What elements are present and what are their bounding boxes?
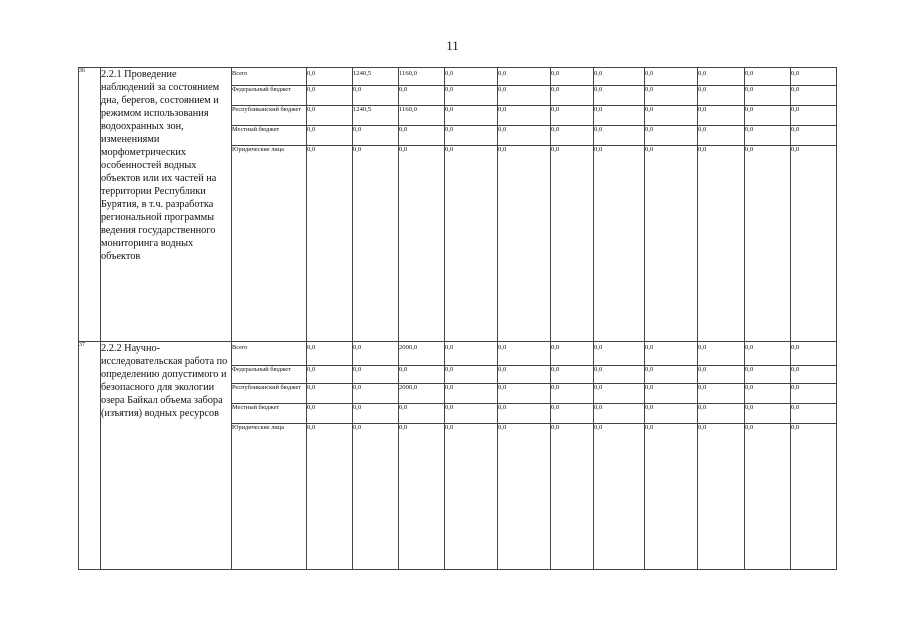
amount-cell: 0,0 — [551, 106, 594, 126]
amount-cell: 0,0 — [445, 68, 498, 86]
amount-cell: 0,0 — [445, 366, 498, 384]
amount-cell: 0,0 — [353, 384, 399, 404]
amount-cell: 0,0 — [791, 86, 837, 106]
amount-cell: 0,0 — [551, 366, 594, 384]
amount-cell: 0,0 — [745, 126, 791, 146]
amount-cell: 0,0 — [307, 366, 353, 384]
amount-cell: 0,0 — [498, 86, 551, 106]
amount-cell: 0,0 — [698, 86, 745, 106]
amount-cell: 0,0 — [307, 342, 353, 366]
amount-cell: 0,0 — [551, 68, 594, 86]
amount-cell: 0,0 — [498, 126, 551, 146]
amount-cell: 0,0 — [498, 106, 551, 126]
amount-cell: 0,0 — [498, 146, 551, 342]
amount-cell: 0,0 — [745, 404, 791, 424]
amount-cell: 0,0 — [594, 106, 645, 126]
amount-cell: 0,0 — [645, 126, 698, 146]
amount-cell: 0,0 — [307, 146, 353, 342]
amount-cell: 0,0 — [445, 126, 498, 146]
amount-cell: 0,0 — [307, 384, 353, 404]
amount-cell: 0,0 — [745, 86, 791, 106]
amount-cell: 0,0 — [498, 384, 551, 404]
amount-cell: 0,0 — [745, 342, 791, 366]
funding-source: Юридические лица — [232, 424, 307, 570]
amount-cell: 0,0 — [353, 366, 399, 384]
amount-cell: 0,0 — [307, 86, 353, 106]
amount-cell: 0,0 — [645, 366, 698, 384]
amount-cell: 0,0 — [698, 146, 745, 342]
amount-cell: 0,0 — [551, 146, 594, 342]
amount-cell: 0,0 — [645, 342, 698, 366]
amount-cell: 0,0 — [399, 424, 445, 570]
amount-cell: 0,0 — [698, 384, 745, 404]
funding-source: Федеральный бюджет — [232, 366, 307, 384]
amount-cell: 0,0 — [551, 404, 594, 424]
amount-cell: 0,0 — [645, 424, 698, 570]
amount-cell: 0,0 — [399, 366, 445, 384]
amount-cell: 0,0 — [594, 366, 645, 384]
row-number: 37 — [79, 342, 101, 570]
amount-cell: 0,0 — [698, 68, 745, 86]
amount-cell: 0,0 — [594, 424, 645, 570]
funding-source: Всего — [232, 342, 307, 366]
amount-cell: 0,0 — [353, 424, 399, 570]
amount-cell: 0,0 — [745, 366, 791, 384]
amount-cell: 0,0 — [698, 126, 745, 146]
amount-cell: 0,0 — [791, 366, 837, 384]
amount-cell: 0,0 — [791, 126, 837, 146]
amount-cell: 0,0 — [594, 404, 645, 424]
amount-cell: 0,0 — [307, 126, 353, 146]
amount-cell: 0,0 — [498, 366, 551, 384]
funding-source: Республиканский бюджет — [232, 106, 307, 126]
amount-cell: 0,0 — [445, 86, 498, 106]
amount-cell: 0,0 — [445, 106, 498, 126]
amount-cell: 0,0 — [698, 404, 745, 424]
amount-cell: 0,0 — [353, 404, 399, 424]
amount-cell: 0,0 — [551, 424, 594, 570]
amount-cell: 0,0 — [645, 384, 698, 404]
amount-cell: 0,0 — [353, 86, 399, 106]
amount-cell: 1240,5 — [353, 68, 399, 86]
amount-cell: 0,0 — [399, 404, 445, 424]
amount-cell: 0,0 — [745, 424, 791, 570]
amount-cell: 0,0 — [791, 424, 837, 570]
budget-table — [78, 67, 837, 570]
amount-cell: 0,0 — [498, 424, 551, 570]
amount-cell: 2000,0 — [399, 342, 445, 366]
amount-cell: 0,0 — [307, 404, 353, 424]
amount-cell: 0,0 — [445, 384, 498, 404]
amount-cell: 0,0 — [498, 404, 551, 424]
amount-cell: 0,0 — [594, 146, 645, 342]
amount-cell: 0,0 — [551, 126, 594, 146]
amount-cell: 0,0 — [353, 342, 399, 366]
amount-cell: 0,0 — [645, 146, 698, 342]
amount-cell: 0,0 — [698, 342, 745, 366]
amount-cell: 0,0 — [645, 404, 698, 424]
amount-cell: 0,0 — [698, 106, 745, 126]
amount-cell: 0,0 — [445, 342, 498, 366]
funding-source: Местный бюджет — [232, 404, 307, 424]
amount-cell: 0,0 — [745, 146, 791, 342]
amount-cell: 0,0 — [791, 146, 837, 342]
amount-cell: 0,0 — [551, 384, 594, 404]
amount-cell: 0,0 — [445, 404, 498, 424]
amount-cell: 0,0 — [307, 424, 353, 570]
amount-cell: 0,0 — [594, 86, 645, 106]
amount-cell: 0,0 — [791, 106, 837, 126]
amount-cell: 0,0 — [307, 68, 353, 86]
amount-cell: 0,0 — [551, 342, 594, 366]
amount-cell: 0,0 — [645, 68, 698, 86]
amount-cell: 0,0 — [498, 68, 551, 86]
amount-cell: 0,0 — [399, 126, 445, 146]
amount-cell: 0,0 — [551, 86, 594, 106]
table-row — [79, 68, 837, 86]
amount-cell: 0,0 — [791, 342, 837, 366]
page-number: 11 — [446, 38, 459, 53]
amount-cell: 0,0 — [307, 106, 353, 126]
amount-cell: 0,0 — [594, 68, 645, 86]
amount-cell: 1240,5 — [353, 106, 399, 126]
funding-source: Юридические лица — [232, 146, 307, 342]
activity-name: 2.2.1 Проведение наблюдений за состоянием дна, берегов, состоянием и режимом использования водоохранных зон, изменениями морфометрических особенностей водных объектов или их частей на территории Республики Бурятия, в т.ч. разработка региональной программы ведения государственного мониторинга водных объектов — [101, 68, 232, 342]
amount-cell: 0,0 — [698, 424, 745, 570]
amount-cell: 0,0 — [645, 106, 698, 126]
amount-cell: 1160,0 — [399, 68, 445, 86]
amount-cell: 0,0 — [353, 126, 399, 146]
amount-cell: 0,0 — [791, 68, 837, 86]
amount-cell: 0,0 — [698, 366, 745, 384]
table-row — [79, 342, 837, 366]
amount-cell: 0,0 — [791, 404, 837, 424]
amount-cell: 0,0 — [745, 384, 791, 404]
amount-cell: 0,0 — [445, 146, 498, 342]
amount-cell: 0,0 — [594, 126, 645, 146]
amount-cell: 1160,0 — [399, 106, 445, 126]
amount-cell: 0,0 — [353, 146, 399, 342]
amount-cell: 0,0 — [594, 384, 645, 404]
amount-cell: 0,0 — [399, 146, 445, 342]
funding-source: Республиканский бюджет — [232, 384, 307, 404]
amount-cell: 0,0 — [645, 86, 698, 106]
funding-source: Местный бюджет — [232, 126, 307, 146]
amount-cell: 0,0 — [745, 68, 791, 86]
amount-cell: 0,0 — [791, 384, 837, 404]
funding-source: Федеральный бюджет — [232, 86, 307, 106]
row-number: 36 — [79, 68, 101, 342]
amount-cell: 0,0 — [399, 86, 445, 106]
amount-cell: 0,0 — [445, 424, 498, 570]
amount-cell: 2000,0 — [399, 384, 445, 404]
amount-cell: 0,0 — [745, 106, 791, 126]
funding-source: Всего — [232, 68, 307, 86]
amount-cell: 0,0 — [594, 342, 645, 366]
activity-name: 2.2.2 Научно-исследовательская работа по определению допустимого и безопасного для экологии озера Байкал объема забора (изъятия) водных ресурсов — [101, 342, 232, 570]
amount-cell: 0,0 — [498, 342, 551, 366]
